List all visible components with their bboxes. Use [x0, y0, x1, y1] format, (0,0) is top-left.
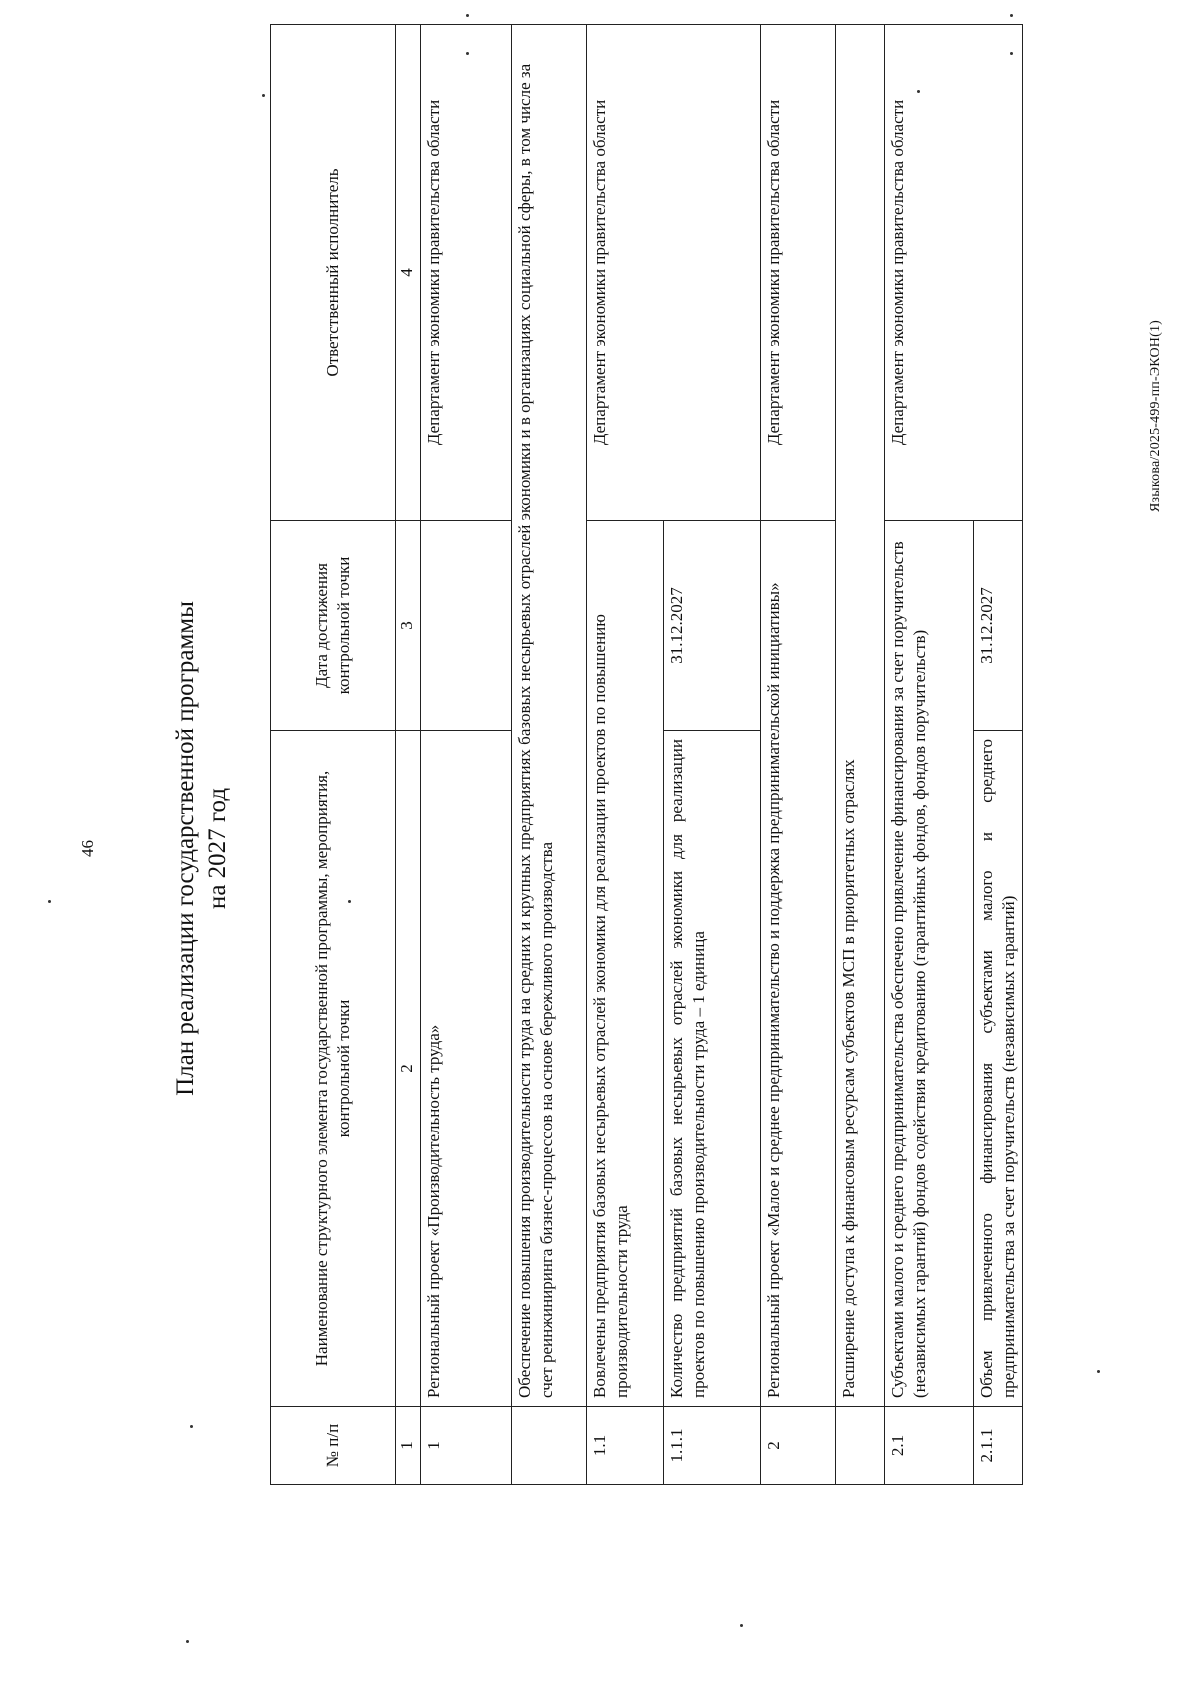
document-title — [170, 0, 234, 1697]
table-header-row — [271, 25, 396, 1485]
row-name: Вовлечены предприятия базовых несырьевых отраслей экономики для реализации проектов по повышению производительности труда — [587, 521, 664, 1407]
row-date: 31.12.2027 — [974, 521, 1023, 731]
scan-speck — [1010, 14, 1013, 17]
row-num: 1.1 — [587, 1407, 664, 1485]
column-number-row — [396, 25, 421, 1485]
section-title: Расширение доступа к финансовым ресурсам субъектов МСП в приоритетных отраслях — [836, 25, 885, 1407]
title-line-1: План реализации государственной программы — [172, 601, 199, 1096]
table-row — [421, 25, 512, 1485]
section-row — [512, 25, 587, 1485]
header-executor: Ответственный исполнитель — [271, 25, 396, 521]
header-name: Наименование структурного элемента государственной программы, мероприятия, контрольной точки — [271, 731, 396, 1407]
row-executor: Департамент экономики правительства области — [587, 25, 761, 521]
scan-speck — [740, 1624, 743, 1627]
column-number: 1 — [396, 1407, 421, 1485]
scan-speck — [186, 1640, 189, 1643]
document-code: Языкова/2025-499-пп-ЭКОН(1) — [1148, 319, 1163, 512]
scan-speck — [1097, 1370, 1100, 1373]
row-num — [512, 1407, 587, 1485]
scan-speck — [466, 14, 469, 17]
row-executor: Департамент экономики правительства области — [761, 25, 836, 521]
page-number: 46 — [78, 840, 97, 857]
row-executor: Департамент экономики правительства области — [421, 25, 512, 521]
table-row — [761, 25, 836, 1485]
section-row — [836, 25, 885, 1485]
column-number: 3 — [396, 521, 421, 731]
row-executor: Департамент экономики правительства области — [885, 25, 1023, 521]
row-date — [421, 521, 512, 731]
row-num: 2.1 — [885, 1407, 974, 1485]
table-row — [885, 25, 974, 1485]
column-number: 4 — [396, 25, 421, 521]
scan-speck — [190, 1425, 193, 1428]
header-num: № п/п — [271, 1407, 396, 1485]
row-num: 2.1.1 — [974, 1407, 1023, 1485]
scan-speck — [262, 94, 265, 97]
row-num: 1 — [421, 1407, 512, 1485]
row-num: 2 — [761, 1407, 836, 1485]
row-date: 31.12.2027 — [664, 521, 761, 731]
section-title: Обеспечение повышения производительности труда на средних и крупных предприятиях базовых несырьевых отраслей экономики и в организациях социальной сферы, в том числе за счет реинжиниринга бизнес-процессов на основе бережливого производства — [512, 25, 587, 1407]
column-number: 2 — [396, 731, 421, 1407]
row-name: Объем привлеченного финансирования субъектами малого и среднего предпринимательства за счет поручительств (независимых гарантий) — [974, 731, 1023, 1407]
title-line-2: на 2027 год — [204, 787, 231, 910]
row-num — [836, 1407, 885, 1485]
row-name: Региональный проект «Малое и среднее предпринимательство и поддержка предпринимательской инициативы» — [761, 521, 836, 1407]
scan-speck — [48, 900, 51, 903]
row-name: Субъектами малого и среднего предпринимательства обеспечено привлечение финансирования за счет поручительств (независимых гарантий) фондов содействия кредитованию (гарантийных фондов, фондов поручительств) — [885, 521, 974, 1407]
row-name: Количество предприятий базовых несырьевых отраслей экономики для реализации проектов по повышению производительности труда – 1 единица — [664, 731, 761, 1407]
header-date: Дата достижения контрольной точки — [271, 521, 396, 731]
scan-speck — [348, 900, 351, 903]
scan-speck — [466, 52, 469, 55]
scan-speck — [917, 90, 920, 93]
implementation-plan-table — [270, 24, 1023, 1485]
scan-speck — [1010, 52, 1013, 55]
table-row — [587, 25, 664, 1485]
row-num: 1.1.1 — [664, 1407, 761, 1485]
row-name: Региональный проект «Производительность труда» — [421, 731, 512, 1407]
